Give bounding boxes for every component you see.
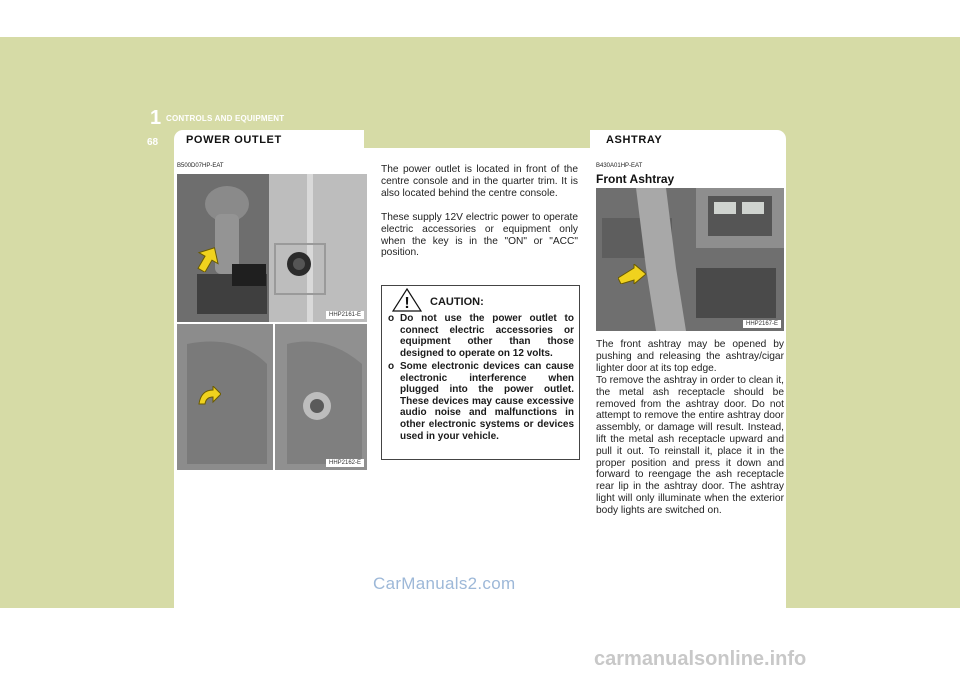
photo-label-hhp2167: HHP2167-E [743, 320, 781, 328]
power-outlet-title: POWER OUTLET [186, 134, 282, 146]
caution-item-1 [388, 313, 574, 359]
power-outlet-code: B500D07HP-EAT [177, 163, 224, 169]
ashtray-paragraph-1: The front ashtray may be opened by pushing and releasing the ashtray/cigar lighter door at its top edge. [596, 339, 784, 374]
power-outlet-photo-top [177, 174, 367, 322]
front-ashtray-subtitle: Front Ashtray [596, 172, 675, 186]
caution-item-2 [388, 361, 574, 442]
caution-bullet: o [388, 313, 395, 324]
section-header-gap [364, 130, 590, 148]
carmanuals2-watermark: CarManuals2.com [373, 574, 516, 593]
caution-item-text: Do not use the power outlet to connect electric accessories or equipment other than those designed to operate on 12 volts. [400, 313, 574, 359]
yellow-curved-arrow-icon [197, 386, 221, 406]
ashtray-photo [596, 188, 784, 331]
footer-watermark: carmanualsonline.info [594, 648, 807, 670]
warning-triangle-icon [392, 288, 422, 312]
ashtray-code: B430A01HP-EAT [596, 163, 643, 169]
caution-bullet: o [388, 361, 395, 372]
caution-title: CAUTION: [430, 296, 484, 308]
yellow-arrow-icon [197, 246, 219, 272]
ashtray-title: ASHTRAY [606, 134, 663, 146]
caution-box [381, 285, 580, 460]
chapter-number: 1 [150, 107, 162, 129]
dashboard-ashtray-illustration [596, 188, 784, 331]
power-outlet-photo-bottom [177, 324, 367, 470]
power-outlet-paragraph-1: The power outlet is located in front of the centre console and in the quarter trim. It is also located behind the centre console. [381, 164, 578, 199]
power-outlet-paragraph-2: These supply 12V electric power to operate electric accessories or equipment only when the key is in the "ON" or "ACC" position. [381, 212, 578, 259]
photo-label-hhp2162: HHP2162-E [326, 459, 364, 467]
svg-text:!: ! [404, 295, 410, 312]
photo-label-hhp2161: HHP2161-E [326, 311, 364, 319]
page-number: 68 [147, 137, 159, 148]
ashtray-paragraph-2: To remove the ashtray in order to clean it, the metal ash receptacle should be removed from the ashtray door. Do not attempt to remove the entire ashtray door assembly, or damage will result. Instead, lift the metal ash receptacle upward and pull it out. To reinstall it, place it in the proper position and press it down and forward to reengage the ash receptacle rear lip in the ashtray door. The ashtray light will only illuminate when the exterior body lights are switched on. [596, 375, 784, 516]
yellow-arrow-icon [618, 264, 646, 284]
caution-item-text: Some electronic devices can cause electronic interference when plugged into the power outlet. These devices may cause excessive audio noise and malfunctions in other electronic systems or devices used in your vehicle. [400, 361, 574, 442]
chapter-title: CONTROLS AND EQUIPMENT [166, 114, 285, 123]
